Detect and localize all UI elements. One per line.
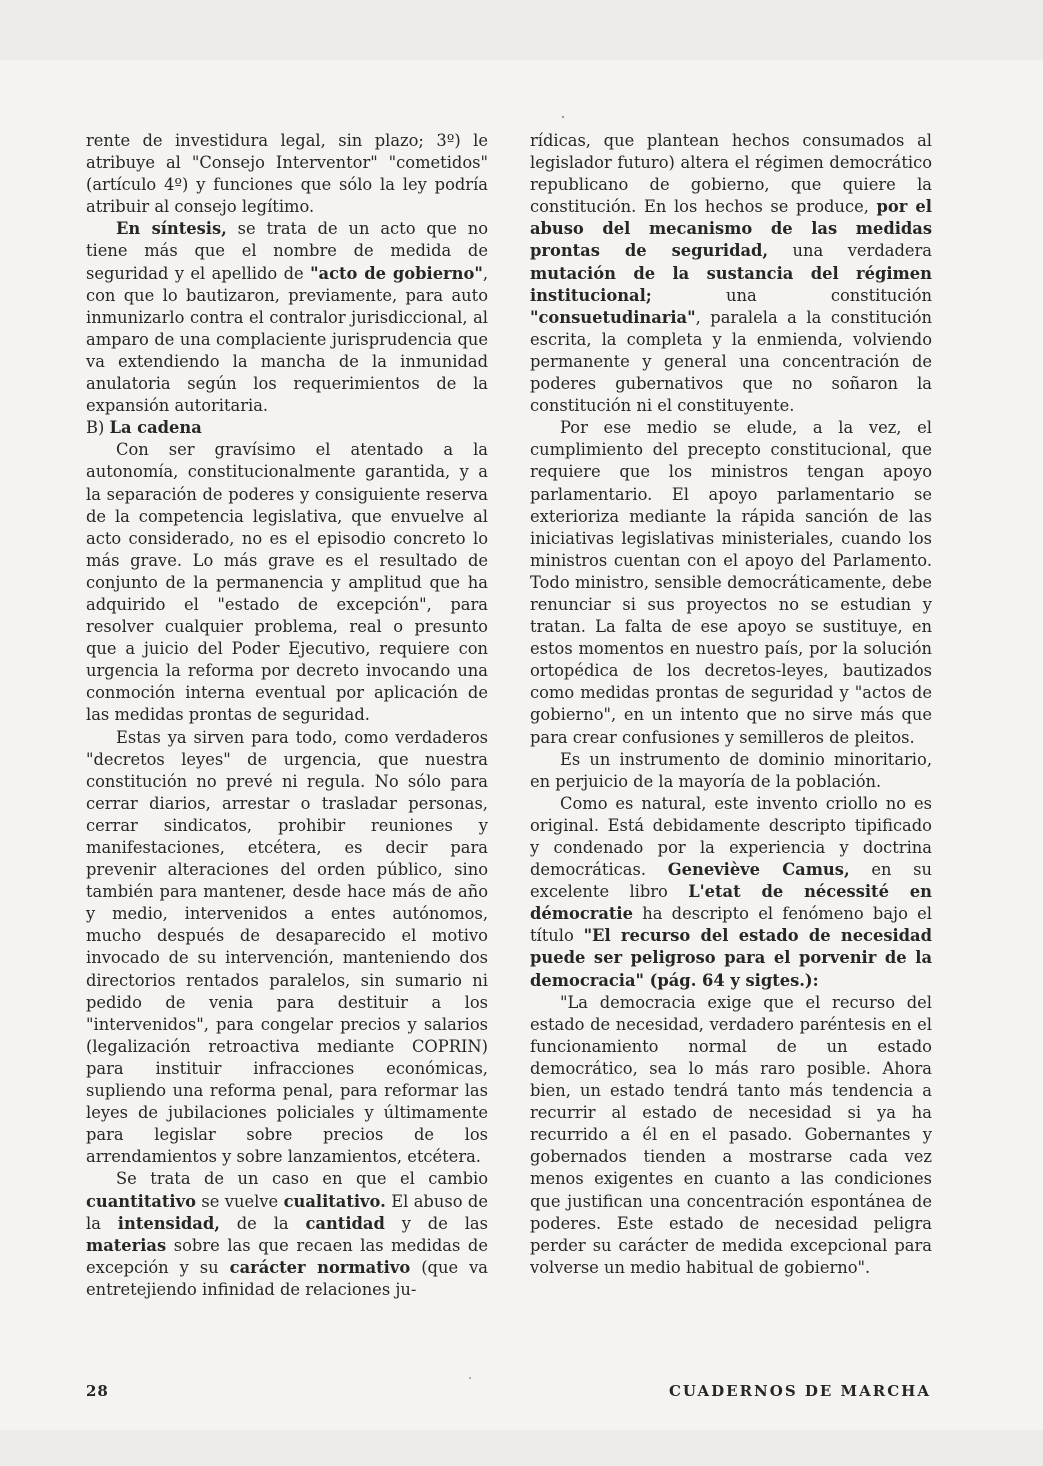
paragraph: Como es natural, este invento criollo no es original. Está debidamente descripto tipificado y condenado por la experiencia y doctrina democráticas. Geneviève Camus, en su excelente libro L'etat de nécessité en démocratie ha descripto el fenómeno bajo el título "El recurso del estado de necesidad puede ser peligroso para el porvenir de la democracia" (pág. 64 y sigtes.): [530, 793, 932, 990]
paragraph: Es un instrumento de dominio minoritario, en perjuicio de la mayoría de la población. [530, 749, 932, 791]
paragraph-continuation: rídicas, que plantean hechos consumados al legislador futuro) altera el régimen democrático republicano de gobierno, que quiere la constitución. En los hechos se produce, por el abuso del mecanismo de las medidas prontas de seguridad, una verdadera mutación de la sustancia del régimen institucional; una constitución "consuetudinaria", paralela a la constitución escrita, la completa y la enmienda, volviendo permanente y general una concentración de poderes gubernativos que no soñaron la constitución ni el constituyente. [530, 131, 932, 416]
section-heading [86, 417, 488, 439]
section-title: La cadena [109, 418, 202, 438]
publication-title: CUADERNOS DE MARCHA [668, 1382, 931, 1400]
bold-phrase: "acto de gobierno" [310, 263, 483, 283]
block-quote: "La democracia exige que el recurso del estado de necesidad, verdadero paréntesis en el funcionamiento normal de un estado democrático, sea lo más raro posible. Ahora bien, un estado tendrá tanto más tendencia a recurrir al estado de necesidad si ya ha recurrido a él en el pasado. Gobernantes y gobernados tienden a mostrarse cada vez menos exigentes en cuanto a las condiciones que justifican una concentración espontánea de poderes. Este estado de necesidad peligra perder su carácter de medida excepcional para volverse un medio habitual de gobierno". [530, 992, 932, 1277]
right-column [530, 130, 932, 1279]
left-column [86, 130, 488, 1301]
paragraph: Estas ya sirven para todo, como verdaderos "decretos leyes" de urgencia, que nuestra constitución no prevé ni regula. No sólo para cerrar diarios, arrestar o trasladar personas, cerrar sindicatos, prohibir reuniones y manifestaciones, etcétera, es decir para prevenir alteraciones del orden público, sino también para mantener, desde hace más de año y medio, intervenidos a entes autónomos, mucho después de desaparecido el motivo invocado de su intervención, manteniendo dos directorios rentados paralelos, sin sumario ni pedido de venia para destituir a los "intervenidos", para congelar precios y salarios (legalización retroactiva mediante COPRIN) para instituir infracciones económicas, supliendo una reforma penal, para reformar las leyes de jubilaciones policiales y últimamente para legislar sobre precios de los arrendamientos y sobre lanzamientos, etcétera. [86, 727, 488, 1167]
paragraph: Se trata de un caso en que el cambio cuantitativo se vuelve cualitativo. El abuso de la intensidad, de la cantidad y de las materias sobre las que recaen las medidas de excepción y su carácter normativo (que va entretejiendo infinidad de relaciones ju- [86, 1169, 488, 1299]
paragraph: Por ese medio se elude, a la vez, el cumplimiento del precepto constitucional, que requiere que los ministros tengan apoyo parlamentario. El apoyo parlamentario se exterioriza mediante la rápida sanción de las iniciativas legislativas ministeriales, cuando los ministros cuentan con el apoyo del Parlamento. Todo ministro, sensible democráticamente, debe renunciar si sus proyectos no se estudian y tratan. La falta de ese apoyo se sustituye, en estos momentos en nuestro país, por la solución ortopédica de los decretos-leyes, bautizados como medidas prontas de seguridad y "actos de gobierno", en un intento que no sirve más que para crear confusiones y semilleros de pleitos. [530, 418, 932, 747]
section-letter: B) [86, 418, 105, 438]
page-footer [0, 1382, 1043, 1412]
page-number: 28 [86, 1382, 109, 1400]
paragraph-sintesis: En síntesis, se trata de un acto que no tiene más que el nombre de medida de seguridad y el apellido de "acto de gobierno", con que lo bautizaron, previamente, para auto inmunizarlo contra el contralor jurisdiccional, al amparo de una complaciente jurisprudencia que va extendiendo la mancha de la inmunidad anulatoria según los requerimientos de la expansión autoritaria. [86, 219, 489, 416]
paragraph: Con ser gravísimo el atentado a la autonomía, constitucionalmente garantida, y a la separación de poderes y consiguiente reserva de la competencia legislativa, que envuelve al acto considerado, no es el episodio concreto lo más grave. Lo más grave es el resultado de conjunto de la permanencia y amplitud que ha adquirido el "estado de excepción", para resolver cualquier problema, real o presunto que a juicio del Poder Ejecutivo, requiere con urgencia la reforma por decreto invocando una conmoción interna eventual por aplicación de las medidas prontas de seguridad. [86, 440, 488, 725]
paragraph-continuation: rente de investidura legal, sin plazo; 3º) le atribuye al "Consejo Interventor" "cometidos" (artículo 4º) y funciones que sólo la ley podría atribuir al consejo legítimo. [86, 131, 488, 217]
bold-lead: En síntesis, [116, 219, 227, 239]
